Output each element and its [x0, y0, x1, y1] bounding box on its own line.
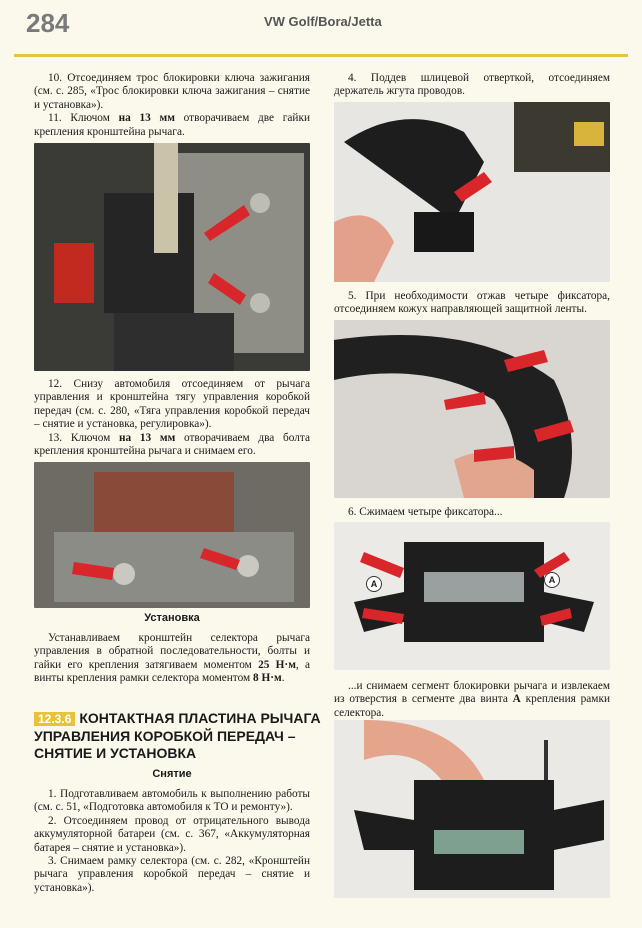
right-step-6: 6. Сжимаем четыре фиксатора...	[348, 506, 503, 518]
photo-bracket-nuts	[34, 143, 310, 371]
install-heading: Установка	[144, 612, 200, 624]
section-title: КОНТАКТНАЯ ПЛАСТИНА РЫЧАГА УПРАВЛЕНИЯ КОРОБКОЙ ПЕРЕДАЧ – СНЯТИЕ И УСТАНОВКА	[34, 710, 321, 761]
photo-four-latches	[334, 522, 610, 670]
removal-heading: Снятие	[152, 768, 192, 780]
removal-step-3: 3. Снимаем рамку селектора (см. с. 282, «Кронштейн рычага управления коробкой передач – снятие и установка»).	[34, 855, 310, 894]
step-10: 10. Отсоединяем трос блокировки ключа зажигания (см. с. 285, «Трос блокировки ключа зажигания – снятие и установка»).	[34, 72, 310, 111]
photo-harness-holder	[334, 102, 610, 282]
removal-step-1: 1. Подготавливаем автомобиль к выполнению работы (см. с. 51, «Подготовка автомобиля к ТО и ремонту»).	[34, 788, 310, 814]
right-step-5: 5. При необходимости отжав четыре фиксатора, отсоединяем кожух направляющей защитной ленты.	[334, 290, 610, 316]
right-step-7: ...и снимаем сегмент блокировки рычага и извлекаем из отверстия в сегменте два винта А крепления рамки селектора.	[334, 680, 610, 719]
photo-lock-segment	[334, 720, 610, 898]
install-text: Устанавливаем кронштейн селектора рычага управления в обратной последовательности, болты и гайки его крепления затягиваем моментом 25 Н·м, а винты крепления рамки селектора моментом 8 Н·м.	[34, 632, 310, 685]
step-12: 12. Снизу автомобиля отсоединяем от рычага управления и кронштейна тягу управления коробкой передач (см. с. 280, «Тяга управления коробкой передач – снятие и установка, регулировка»).	[34, 378, 310, 431]
section-heading	[34, 710, 330, 762]
page-number: 284	[26, 8, 70, 38]
callout-label-a-right: А	[544, 572, 560, 588]
callout-label-a-left: А	[366, 576, 382, 592]
removal-steps	[34, 788, 310, 895]
step-13: 13. Ключом на 13 мм отворачиваем два болта крепления кронштейна рычага и снимаем его.	[34, 431, 310, 458]
step-11: 11. Ключом на 13 мм отворачиваем две гайки крепления кронштейна рычага.	[34, 112, 311, 138]
section-number: 12.3.6	[34, 712, 75, 726]
left-steps-12-13	[34, 378, 310, 458]
photo-guard-cover	[334, 320, 610, 498]
left-steps-10-11	[34, 72, 310, 139]
right-step-4: 4. Поддев шлицевой отверткой, отсоединяем держатель жгута проводов.	[334, 72, 610, 98]
running-title: VW Golf/Bora/Jetta	[264, 14, 382, 29]
photo-bracket-bolts	[34, 462, 310, 608]
removal-step-2: 2. Отсоединяем провод от отрицательного вывода аккумуляторной батареи (см. с. 367, «Аккумуляторная батарея – снятие и установка»).	[34, 814, 310, 854]
